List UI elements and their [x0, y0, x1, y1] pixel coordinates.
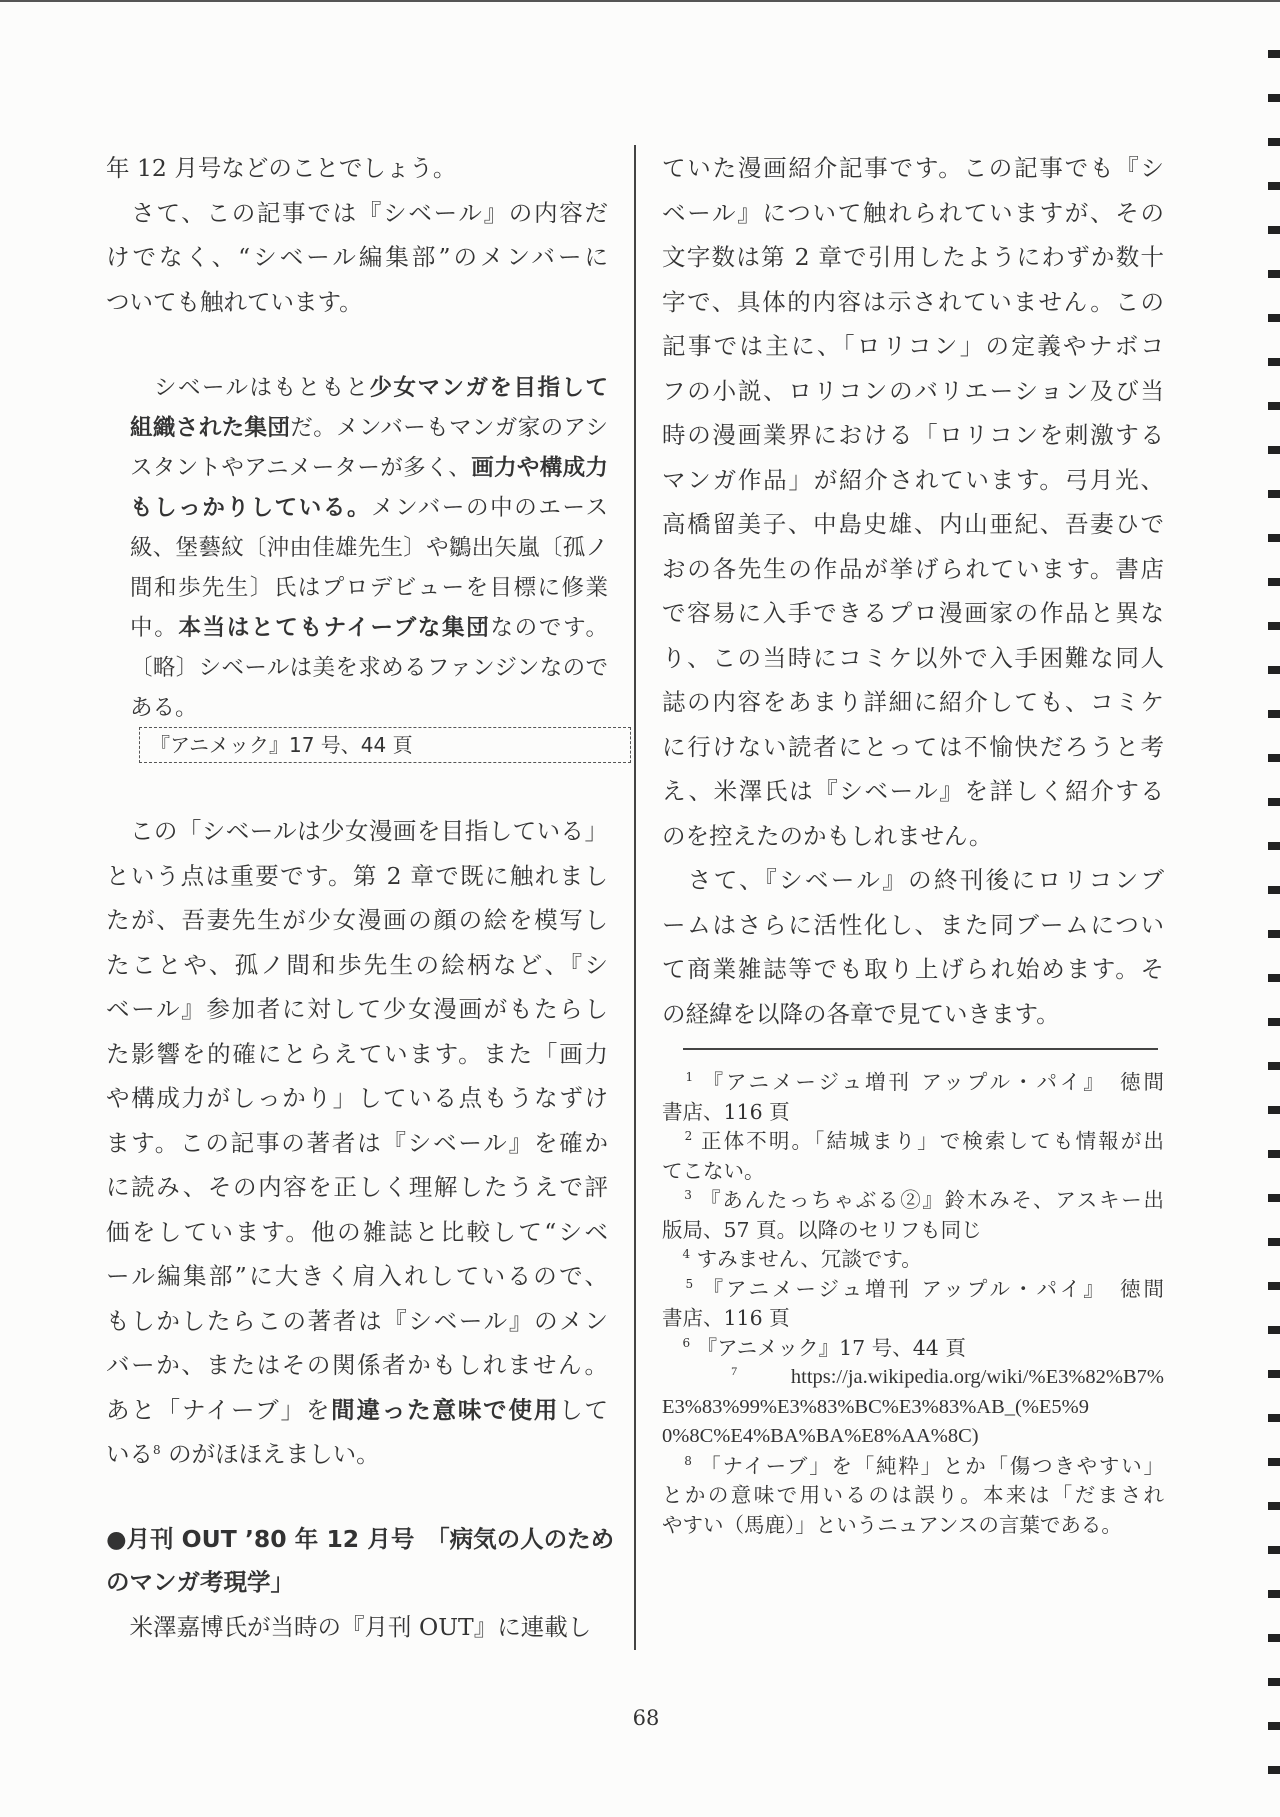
column-divider [634, 145, 636, 1650]
bold-text: 少女マンガを目指して [369, 375, 608, 401]
text-segment: ール編集部”に大きく肩入れしているので、 [106, 1262, 608, 1290]
text-segment: に行けない読者にとっては不愉快だろうと考 [662, 732, 1164, 761]
text-segment: た影響を的確にとらえています。また「画力 [106, 1039, 608, 1068]
footnote-rule [683, 1048, 1158, 1050]
text-segment: たことや、孤ノ間和歩先生の絵柄など、『シ [106, 950, 608, 979]
text-segment: ームはさらに活性化し、また同ブームについ [662, 910, 1164, 939]
text-segment: けでなく、“シベール編集部”のメンバーに [106, 243, 608, 271]
right-column-body [662, 146, 1164, 1036]
footnote-line [662, 1127, 1164, 1157]
paragraph [106, 191, 608, 325]
text-line [130, 688, 608, 728]
text-line [106, 1432, 608, 1477]
text-line [662, 458, 1164, 503]
text-segment: ある。 [130, 695, 198, 721]
footnote-1 [662, 1068, 1164, 1127]
text-segment: て商業雑誌等でも取り上げられ始めます。そ [662, 955, 1164, 983]
text-line [662, 502, 1164, 547]
bold-text: 画力や構成力 [471, 455, 608, 481]
footnote-8 [662, 1452, 1164, 1541]
bold-text: 本当はとてもナイーブな集団 [178, 615, 491, 641]
footnote-line [662, 1304, 1164, 1334]
text-segment: ます。この記事の著者は『シベール』を確か [106, 1128, 608, 1157]
text-line [662, 947, 1164, 992]
page-number: 68 [632, 1706, 660, 1730]
text-line [662, 235, 1164, 280]
text-line [130, 488, 608, 528]
text-line [130, 568, 608, 608]
text-segment: 文字数は第 2 章で引用したようにわずか数十 [662, 243, 1164, 271]
text-segment: 正体不明。「結城まり」で検索しても情報が出 [692, 1129, 1164, 1153]
bold-text: 間違った意味で使用 [331, 1395, 560, 1424]
text-segment: マンガ作品」が紹介されています。弓月光、 [662, 465, 1164, 494]
paragraph [106, 809, 608, 1477]
text-segment [662, 1247, 683, 1271]
text-line [106, 1605, 608, 1650]
text-line [106, 1518, 615, 1561]
paragraph [106, 1605, 608, 1650]
text-line [130, 368, 608, 408]
text-segment: ベール』について触れられていますが、その [662, 198, 1164, 227]
text-segment: 級、堡藝紋〔沖由佳雄先生〕や鶵出矢嵐〔孤ノ [130, 535, 608, 561]
text-line [662, 324, 1164, 369]
footnote-line [662, 1363, 1164, 1393]
paragraph [662, 858, 1164, 1036]
text-line [106, 280, 608, 325]
text-segment: に読み、その内容を正しく理解したうえで評 [106, 1173, 608, 1201]
footnote-ref: 7 [731, 1364, 738, 1378]
text-line [106, 1343, 608, 1388]
text-line [106, 898, 608, 943]
text-line [662, 680, 1164, 725]
left-column-paragraph [106, 809, 608, 1477]
footnote-2 [662, 1127, 1164, 1186]
text-segment: 『アニメージュ増刊 アップル・パイ』 徳間 [693, 1070, 1165, 1094]
text-segment: 〔略〕シベールは美を求めるファンジンなので [130, 655, 608, 681]
text-segment: 年 12 月号などのことでしょう。 [106, 154, 457, 182]
text-line [662, 992, 1164, 1037]
text-segment: スタントやアニメーターが多く、 [130, 455, 472, 481]
text-line [106, 1076, 608, 1121]
text-line [106, 809, 608, 854]
text-line [106, 1388, 608, 1433]
text-line [106, 235, 608, 280]
text-segment: メンバーの中のエース [371, 495, 608, 521]
text-segment: 『アニメック』17 号、44 頁 [690, 1335, 966, 1360]
text-segment: たが、吾妻先生が少女漫画の顔の絵を模写し [106, 906, 608, 934]
bold-text: もしっかりしている。 [130, 495, 372, 521]
text-segment: やすい（馬鹿）」というニュアンスの言葉である。 [662, 1512, 1122, 1537]
paragraph [662, 146, 1164, 858]
left-column-last-paragraph [106, 1605, 608, 1650]
text-line [662, 547, 1164, 592]
text-segment [662, 1454, 684, 1478]
footnote-ref: 8 [684, 1453, 692, 1468]
text-line [106, 1032, 608, 1077]
footnote-6 [662, 1334, 1164, 1364]
footnote-line [662, 1511, 1164, 1541]
page-top-edge [0, 0, 1280, 2]
text-segment: あと「ナイーブ」を [106, 1395, 332, 1424]
footnote-5 [662, 1275, 1164, 1334]
footnote-4 [662, 1245, 1164, 1275]
text-line [662, 725, 1164, 770]
footnote-line [662, 1422, 1164, 1452]
footnote-line [662, 1334, 1164, 1364]
text-segment: 「ナイーブ」を「純粋」とか「傷つきやすい」 [691, 1453, 1165, 1478]
text-segment [662, 1129, 685, 1153]
left-column-intro [106, 146, 608, 324]
text-segment: ていた漫画紹介記事です。この記事でも『シ [662, 154, 1164, 182]
text-segment [662, 1277, 685, 1301]
text-segment: おの各先生の作品が挙げられています。書店 [662, 554, 1164, 583]
text-line [106, 1254, 608, 1299]
footnote-line [662, 1068, 1164, 1098]
footnote-line [662, 1245, 1164, 1275]
footnote-line [662, 1186, 1164, 1216]
text-segment: の経緯を以降の各章で見ていきます。 [662, 999, 1060, 1028]
footnote-ref: 6 [682, 1335, 691, 1350]
text-segment: フの小説、ロリコンのバリエーション及び当 [662, 376, 1164, 405]
text-line [130, 648, 608, 688]
text-segment: E3%83%99%E3%83%BC%E3%83%AB_(%E5%9 [662, 1395, 1090, 1418]
quote-source: 『アニメック』17 号、44 頁 [150, 733, 413, 757]
text-segment [662, 1070, 685, 1094]
text-segment: 価をしています。他の雑誌と比較して“シベ [106, 1217, 608, 1246]
text-segment: いる [106, 1440, 153, 1468]
text-segment: や構成力がしっかり」している点もうなずけ [106, 1084, 608, 1112]
text-segment: 中。 [130, 615, 179, 641]
text-line [130, 408, 608, 448]
footnote-ref: 4 [682, 1247, 691, 1261]
footnote-line [662, 1481, 1164, 1511]
paragraph [106, 146, 608, 191]
text-segment: 書店、116 頁 [662, 1099, 790, 1124]
quote-source-box [139, 727, 631, 763]
text-segment: 版局、57 頁。以降のセリフも同じ [662, 1217, 982, 1242]
text-segment: で容易に入手できるプロ漫画家の作品と異な [662, 599, 1164, 627]
footnote-ref: 1 [685, 1070, 694, 1084]
text-segment: 間和歩先生〕氏はプロデビューを目標に修業 [130, 575, 608, 601]
text-segment: 『あんたっちゃぶる②』鈴木みそ、アスキー出 [691, 1188, 1164, 1212]
text-segment: 高橋留美子、中島史雄、内山亜紀、吾妻ひで [662, 510, 1164, 538]
text-segment: とかの意味で用いるのは誤り。本来は「だまされ [662, 1483, 1164, 1507]
footnote-line [662, 1157, 1164, 1187]
text-segment: もしかしたらこの著者は『シベール』のメン [106, 1306, 608, 1335]
text-line [106, 1121, 608, 1166]
text-segment: 『アニメージュ増刊 アップル・パイ』 徳間 [693, 1276, 1165, 1301]
text-segment: ベール』参加者に対して少女漫画がもたらし [106, 995, 608, 1023]
text-line [662, 191, 1164, 236]
text-segment: バーか、またはその関係者かもしれません。 [106, 1351, 608, 1379]
text-segment: のマンガ考現学」 [106, 1568, 294, 1596]
text-segment: 時の漫画業界における「ロリコンを刺激する [662, 421, 1164, 449]
text-segment: ついても触れています。 [106, 287, 363, 316]
text-line [662, 636, 1164, 681]
footnote-line [662, 1393, 1164, 1423]
text-line [106, 1299, 608, 1344]
text-line [106, 1165, 608, 1210]
text-line [106, 1561, 608, 1604]
text-segment: り、この当時にコミケ以外で入手困難な同人 [662, 643, 1164, 672]
text-line [106, 191, 608, 236]
binding-holes [1268, 20, 1280, 1810]
footnote-7 [662, 1363, 1164, 1452]
text-line [662, 413, 1164, 458]
text-segment [662, 1336, 683, 1360]
footnote-ref: 8 [153, 1443, 161, 1457]
text-segment: だ。メンバーもマンガ家のアシ [290, 415, 608, 441]
text-line [106, 1210, 608, 1255]
block-quote [130, 368, 608, 728]
text-segment: のがほほえましい。 [160, 1440, 380, 1468]
footnote-3 [662, 1186, 1164, 1245]
footnote-ref: 2 [684, 1129, 693, 1143]
text-segment: という点は重要です。第 2 章で既に触れまし [106, 861, 608, 890]
text-segment [662, 1366, 731, 1388]
text-segment: 誌の内容をあまり詳細に紹介しても、コミケ [662, 688, 1164, 716]
text-segment: ●月刊 OUT ’80 年 12 月号 「病気の人のため [106, 1525, 615, 1553]
text-line [662, 903, 1164, 948]
text-segment: 書店、116 頁 [662, 1306, 790, 1330]
text-segment: して [559, 1395, 609, 1424]
text-segment: 米澤嘉博氏が当時の『月刊 OUT』に連載し [106, 1613, 592, 1641]
text-line [662, 858, 1164, 903]
text-line [130, 448, 608, 488]
text-segment: 記事では主に、「ロリコン」の定義やナボコ [662, 332, 1164, 360]
text-segment: https://ja.wikipedia.org/wiki/%E3%82%B7% [737, 1366, 1165, 1388]
text-segment: 字で、具体的内容は示されていません。この [662, 287, 1164, 316]
text-line [130, 608, 608, 648]
text-segment [662, 1188, 684, 1212]
text-line [106, 987, 608, 1032]
text-segment: シベールはもともと [130, 375, 370, 401]
footnote-line [662, 1216, 1164, 1246]
footnote-ref: 3 [684, 1188, 692, 1202]
text-line [662, 146, 1164, 191]
text-segment: え、米澤氏は『シベール』を詳しく紹介する [662, 777, 1164, 805]
footnote-line [662, 1452, 1164, 1482]
text-segment: この「シベールは少女漫画を目指している」 [106, 817, 608, 845]
text-segment: さて、この記事では『シベール』の内容だ [106, 198, 608, 227]
section-heading [106, 1518, 615, 1604]
text-line [662, 280, 1164, 325]
text-line [130, 528, 608, 568]
text-segment: てこない。 [662, 1158, 765, 1183]
text-segment: のを控えたのかもしれません。 [662, 821, 993, 850]
text-line [662, 591, 1164, 636]
text-line [662, 814, 1164, 859]
text-segment: すみません、冗談です。 [690, 1247, 922, 1271]
text-line [106, 146, 608, 191]
text-line [662, 769, 1164, 814]
bold-text: 組織された集団 [130, 415, 291, 441]
footnotes [662, 1068, 1164, 1540]
text-segment: 0%8C%E4%BA%BA%E8%AA%8C) [662, 1425, 979, 1447]
text-line [106, 854, 608, 899]
text-line [106, 943, 608, 988]
text-line [662, 369, 1164, 414]
footnote-line [662, 1275, 1164, 1305]
footnote-line [662, 1098, 1164, 1128]
text-segment: なのです。 [490, 615, 608, 641]
text-segment: さて、『シベール』の終刊後にロリコンブ [662, 866, 1164, 894]
footnote-ref: 5 [685, 1276, 694, 1291]
